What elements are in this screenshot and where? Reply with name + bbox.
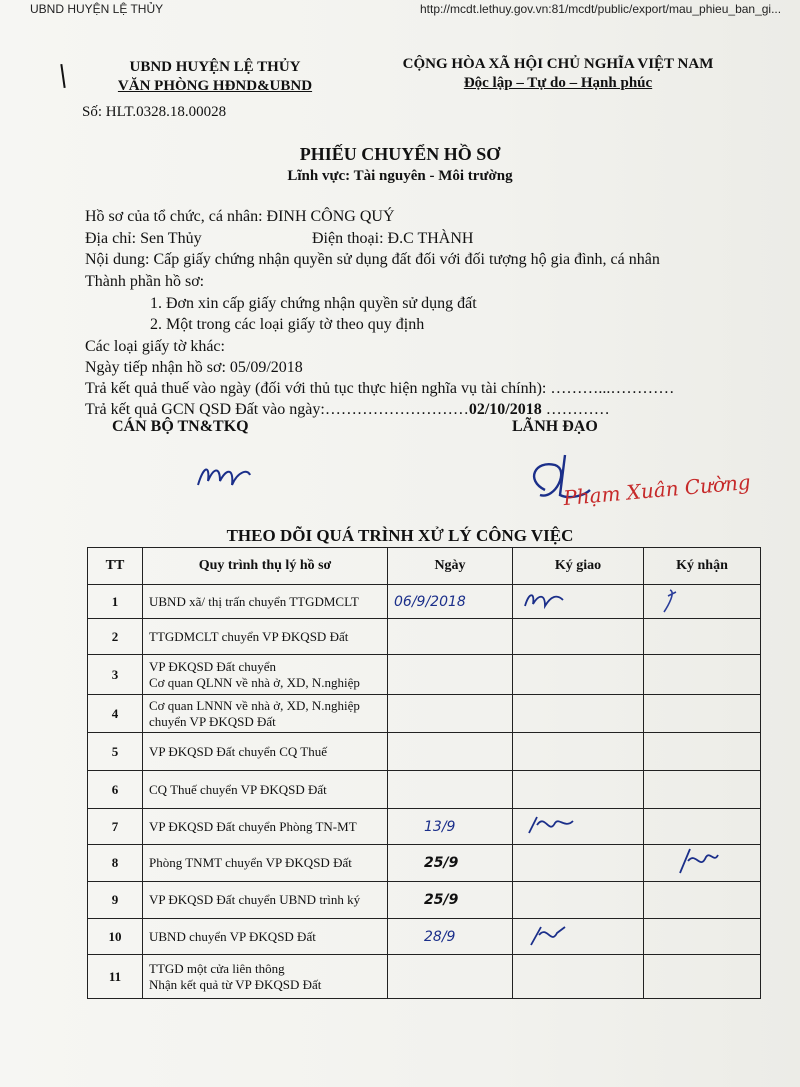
row-receive-sign xyxy=(644,695,761,733)
components-label: Thành phần hồ sơ: xyxy=(85,273,205,290)
row-handover-sign xyxy=(513,733,644,771)
content-line: Nội dung: Cấp giấy chứng nhận quyền sử dụng đất đối với đối tượng hộ gia đình, cá nhân xyxy=(85,251,660,268)
row-receive-sign xyxy=(644,771,761,809)
row-step-line-1: TTGDMCLT chuyển VP ĐKQSD Đất xyxy=(149,628,349,644)
row-date xyxy=(388,655,513,695)
row-step-line-1: Cơ quan LNNN về nhà ở, XD, N.nghiệp xyxy=(149,697,360,713)
row-step xyxy=(143,809,388,845)
row-number: 3 xyxy=(88,655,143,695)
row-number: 10 xyxy=(88,919,143,955)
receive-signature xyxy=(650,845,720,877)
table-row xyxy=(88,882,761,919)
table-row xyxy=(88,809,761,845)
row-date xyxy=(388,809,513,845)
table-row xyxy=(88,733,761,771)
gcn-result-date: 02/10/2018 xyxy=(468,401,542,418)
row-step-line-2: Cơ quan QLNN về nhà ở, XD, N.nghiệp xyxy=(149,674,360,690)
row-number: 4 xyxy=(88,695,143,733)
row-step-line-1: TTGD một cửa liên thông xyxy=(149,960,285,976)
row-receive-sign xyxy=(644,809,761,845)
org-line-1: UBND HUYỆN LỆ THỦY xyxy=(129,59,301,75)
row-step-line-1: VP ĐKQSD Đất chuyển Phòng TN-MT xyxy=(149,818,357,834)
col-header-process: Quy trình thụ lý hồ sơ xyxy=(143,548,388,585)
col-header-date: Ngày xyxy=(388,548,513,585)
phone-line: Điện thoại: Đ.C THÀNH xyxy=(312,230,474,247)
document-field: Lĩnh vực: Tài nguyên - Môi trường xyxy=(287,168,513,184)
table-row xyxy=(88,771,761,809)
row-handover-sign xyxy=(513,695,644,733)
row-number: 8 xyxy=(88,845,143,882)
table-row xyxy=(88,695,761,733)
row-handover-sign xyxy=(513,919,644,955)
row-step-line-1: Phòng TNMT chuyển VP ĐKQSD Đất xyxy=(149,855,352,870)
row-step-line-1: VP ĐKQSD Đất chuyển xyxy=(149,658,276,674)
row-date xyxy=(388,955,513,999)
row-number: 1 xyxy=(88,585,143,619)
row-number: 5 xyxy=(88,733,143,771)
row-receive-sign xyxy=(644,655,761,695)
row-step xyxy=(143,733,388,771)
row-date-handwritten: 25/9 xyxy=(424,892,459,908)
print-header xyxy=(0,0,800,20)
gcn-result-line xyxy=(85,401,610,419)
print-header-left: UBND HUYỆN LỆ THỦY xyxy=(30,2,164,16)
row-number: 2 xyxy=(88,619,143,655)
pen-mark xyxy=(60,64,65,88)
row-handover-sign xyxy=(513,771,644,809)
row-receive-sign xyxy=(644,919,761,955)
row-step xyxy=(143,919,388,955)
row-receive-sign xyxy=(644,585,761,619)
org-header xyxy=(95,58,335,96)
gcn-result-suffix: ………… xyxy=(541,401,610,418)
row-handover-sign xyxy=(513,585,644,619)
row-date xyxy=(388,919,513,955)
row-step-line-2: Nhận kết quả từ VP ĐKQSD Đất xyxy=(149,976,322,992)
row-step xyxy=(143,619,388,655)
row-handover-sign xyxy=(513,845,644,882)
row-date-handwritten: 25/9 xyxy=(424,855,459,871)
row-handover-sign xyxy=(513,809,644,845)
signer-right-title: LÃNH ĐẠO xyxy=(512,418,598,435)
received-date-line: Ngày tiếp nhận hồ sơ: 05/09/2018 xyxy=(85,359,303,376)
row-step xyxy=(143,845,388,882)
row-date-handwritten: 13/9 xyxy=(424,818,456,835)
table-row xyxy=(88,955,761,999)
staff-signature xyxy=(190,455,260,495)
motto: Độc lập – Tự do – Hạnh phúc xyxy=(463,75,653,91)
row-date xyxy=(388,585,513,619)
receive-signature xyxy=(650,586,690,614)
signer-left-title: CÁN BỘ TN&TKQ xyxy=(112,418,249,435)
leader-signature-name: Phạm Xuân Cường xyxy=(562,469,752,511)
row-handover-sign xyxy=(513,619,644,655)
row-receive-sign xyxy=(644,733,761,771)
row-date xyxy=(388,733,513,771)
row-date xyxy=(388,619,513,655)
row-step-line-1: CQ Thuế chuyển VP ĐKQSD Đất xyxy=(149,781,327,797)
tracking-title: THEO DÕI QUÁ TRÌNH XỬ LÝ CÔNG VIỆC xyxy=(226,526,574,545)
row-handover-sign xyxy=(513,882,644,919)
handover-signature xyxy=(519,588,569,612)
row-receive-sign xyxy=(644,619,761,655)
nation-header xyxy=(368,55,748,93)
tracking-header-row xyxy=(88,548,761,585)
table-row xyxy=(88,845,761,882)
component-1: 1. Đơn xin cấp giấy chứng nhận quyền sử dụng đất xyxy=(150,295,477,312)
table-row xyxy=(88,585,761,619)
row-receive-sign xyxy=(644,955,761,999)
row-number: 9 xyxy=(88,882,143,919)
tax-result-line: Trả kết quả thuế vào ngày (đối với thủ tục thực hiện nghĩa vụ tài chính): ………...………… xyxy=(85,380,675,397)
handover-signature xyxy=(519,811,579,839)
row-step-line-1: UBND chuyển VP ĐKQSD Đất xyxy=(149,928,316,944)
tracking-table xyxy=(87,547,761,999)
row-date xyxy=(388,845,513,882)
row-receive-sign xyxy=(644,845,761,882)
document-number: Số: HLT.0328.18.00028 xyxy=(82,104,227,120)
table-row xyxy=(88,919,761,955)
document-title: PHIẾU CHUYỂN HỒ SƠ xyxy=(299,144,501,164)
row-date xyxy=(388,695,513,733)
row-date xyxy=(388,882,513,919)
col-header-handover: Ký giao xyxy=(513,548,644,585)
row-step-line-1: VP ĐKQSD Đất chuyển CQ Thuế xyxy=(149,743,328,759)
row-number: 6 xyxy=(88,771,143,809)
row-step xyxy=(143,771,388,809)
row-receive-sign xyxy=(644,882,761,919)
print-header-url: http://mcdt.lethuy.gov.vn:81/mcdt/public/export/mau_phieu_ban_gi... xyxy=(420,2,782,16)
row-step xyxy=(143,655,388,695)
gcn-result-prefix: Trả kết quả GCN QSD Đất vào ngày:……………………… xyxy=(85,401,469,418)
component-2: 2. Một trong các loại giấy tờ theo quy định xyxy=(150,316,425,333)
row-step xyxy=(143,882,388,919)
row-number: 11 xyxy=(88,955,143,999)
row-handover-sign xyxy=(513,955,644,999)
row-date-handwritten: 28/9 xyxy=(424,928,456,945)
address-line: Địa chỉ: Sen Thủy xyxy=(85,230,202,247)
row-step-line-1: VP ĐKQSD Đất chuyển UBND trình ký xyxy=(149,892,361,907)
row-date xyxy=(388,771,513,809)
row-step-line-2: chuyển VP ĐKQSD Đất xyxy=(149,713,276,729)
row-handover-sign xyxy=(513,655,644,695)
other-docs-line: Các loại giấy tờ khác: xyxy=(85,338,225,355)
handover-signature xyxy=(519,921,579,949)
row-number: 7 xyxy=(88,809,143,845)
table-row xyxy=(88,619,761,655)
row-step xyxy=(143,585,388,619)
row-date-handwritten: 06/9/2018 xyxy=(394,593,466,610)
org-line-2: VĂN PHÒNG HĐND&UBND xyxy=(117,78,313,94)
row-step xyxy=(143,955,388,999)
row-step-line-1: UBND xã/ thị trấn chuyển TTGDMCLT xyxy=(149,593,359,609)
col-header-receive: Ký nhận xyxy=(644,548,761,585)
applicant-line: Hồ sơ của tổ chức, cá nhân: ĐINH CÔNG QUÝ xyxy=(85,208,395,225)
col-header-tt: TT xyxy=(88,548,143,585)
table-row xyxy=(88,655,761,695)
nation-line-1: CỘNG HÒA XÃ HỘI CHỦ NGHĨA VIỆT NAM xyxy=(402,56,714,72)
row-step xyxy=(143,695,388,733)
